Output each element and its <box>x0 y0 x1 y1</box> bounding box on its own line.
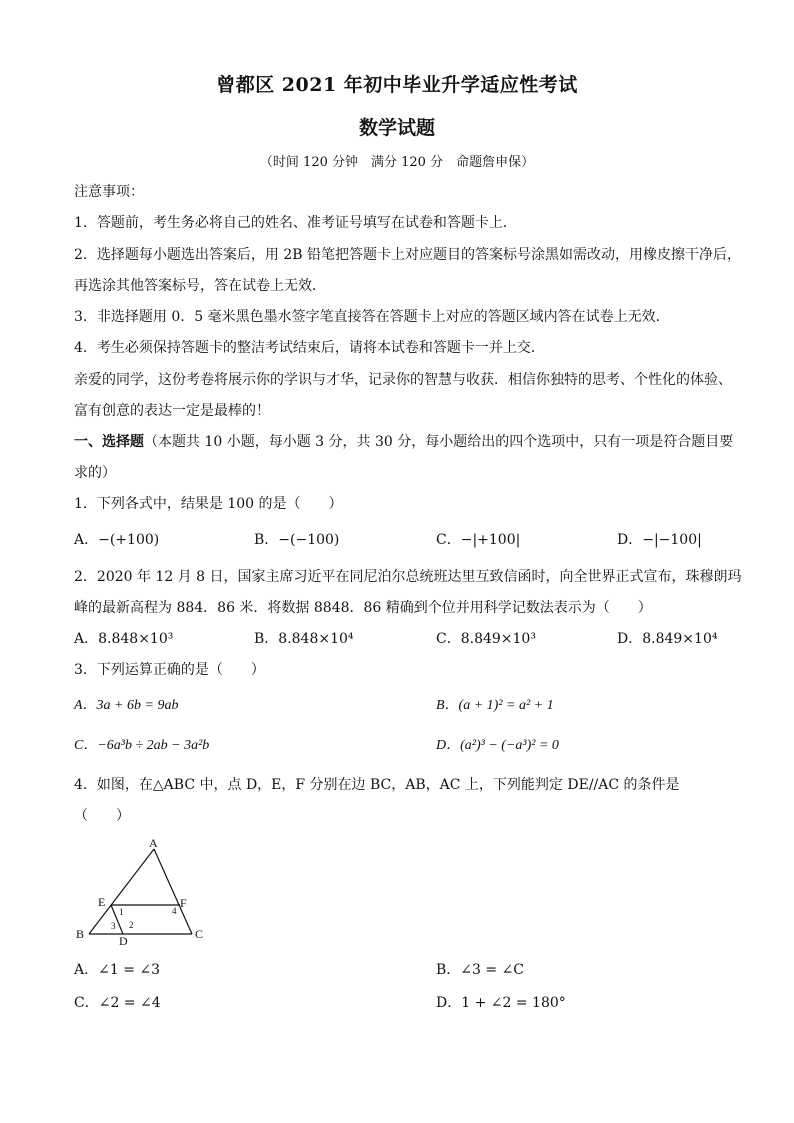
question-4-stem-line-1: 4．如图，在△ABC 中，点 D，E，F 分别在边 BC，AB，AC 上，下列能判定 DE//AC 的条件是 <box>74 777 680 793</box>
angle-label-2: 2 <box>129 920 134 930</box>
question-1-option-a: A．−(+100) <box>74 532 160 548</box>
label-f: F <box>180 896 187 910</box>
question-4-option-c: C．∠2 = ∠4 <box>74 995 161 1011</box>
label-d: D <box>119 934 128 946</box>
note-item-4: 4．考生必须保持答题卡的整洁考试结束后，请将本试卷和答题卡一并上交． <box>74 340 545 356</box>
label-c: C <box>195 927 204 941</box>
question-4-option-d: D．1 + ∠2 = 180° <box>436 995 566 1011</box>
side-ac <box>154 849 192 934</box>
question-4-option-a: A．∠1 = ∠3 <box>74 962 161 978</box>
question-3-option-c: C．−6a³b ÷ 2ab − 3a²b <box>74 738 210 753</box>
encouragement-line-2: 富有创意的表达一定是最棒的！ <box>74 403 270 419</box>
side-ab <box>89 849 154 934</box>
label-a: A <box>149 836 158 850</box>
question-4-option-b: B．∠3 = ∠C <box>436 962 524 978</box>
question-1-option-c: C．−|+100| <box>436 532 521 548</box>
question-2-option-a: A．8.848×10³ <box>74 631 174 647</box>
angle-label-1: 1 <box>119 907 124 917</box>
encouragement-line-1: 亲爱的同学，这份考卷将展示你的学识与才华，记录你的智慧与收获．相信你独特的思考、个性化的体验、 <box>74 372 732 388</box>
triangle-figure <box>74 834 214 946</box>
question-3-option-a: A．3a + 6b = 9ab <box>74 698 179 713</box>
question-2-stem-line-1: 2．2020 年 12 月 8 日，国家主席习近平在同尼泊尔总统班达里互致信函时，向全世界正式宣布，珠穆朗玛 <box>74 569 742 585</box>
question-2-option-b: B．8.848×10⁴ <box>254 631 354 647</box>
question-2-stem-line-2: 峰的最新高程为 884．86 米．将数据 8848．86 精确到个位并用科学记数法表示为（ ） <box>74 600 652 616</box>
question-3-option-d: D．(a²)³ − (−a³)² = 0 <box>436 738 559 753</box>
angle-label-4: 4 <box>172 906 177 916</box>
section-description: （本题共 10 小题，每小题 3 分，共 30 分，每小题给出的四个选项中，只有一项是符合题目要 <box>144 434 734 450</box>
label-e: E <box>98 895 106 909</box>
question-4-stem-line-2: （ ） <box>74 808 130 824</box>
note-item-2b: 再选涂其他答案标号，答在试卷上无效． <box>74 278 326 294</box>
subject-title: 数学试题 <box>358 117 435 139</box>
exam-info: （时间 120 分钟 满分 120 分 命题詹申保） <box>259 155 535 170</box>
section-label: 一、选择题 <box>74 434 144 450</box>
note-item-2a: 2．选择题每小题选出答案后，用 2B 铅笔把答题卡上对应题目的答案标号涂黑如需改动，用橡皮擦干净后， <box>74 247 742 263</box>
question-1-stem: 1．下列各式中，结果是 100 的是（ ） <box>74 496 343 512</box>
note-item-3: 3．非选择题用 0．5 毫米黑色墨水签字笔直接答在答题卡上对应的答题区域内答在试卷上无效． <box>74 309 670 325</box>
question-3-option-b: B．(a + 1)² = a² + 1 <box>436 698 554 713</box>
section-description-cont: 求的） <box>74 465 116 481</box>
question-1-option-d: D．−|−100| <box>617 532 702 548</box>
exam-title: 曾都区 2021 年初中毕业升学适应性考试 <box>216 74 578 96</box>
question-3-stem: 3．下列运算正确的是（ ） <box>74 662 265 678</box>
question-1-option-b: B．−(−100) <box>254 532 340 548</box>
angle-label-3: 3 <box>111 921 116 931</box>
label-b: B <box>76 927 85 941</box>
question-2-option-c: C．8.849×10³ <box>436 631 536 647</box>
note-item-1: 1．答题前，考生务必将自己的姓名、准考证号填写在试卷和答题卡上． <box>74 215 517 231</box>
notes-heading: 注意事项： <box>74 184 144 200</box>
section-heading <box>74 432 733 452</box>
question-2-option-d: D．8.849×10⁴ <box>617 631 718 647</box>
